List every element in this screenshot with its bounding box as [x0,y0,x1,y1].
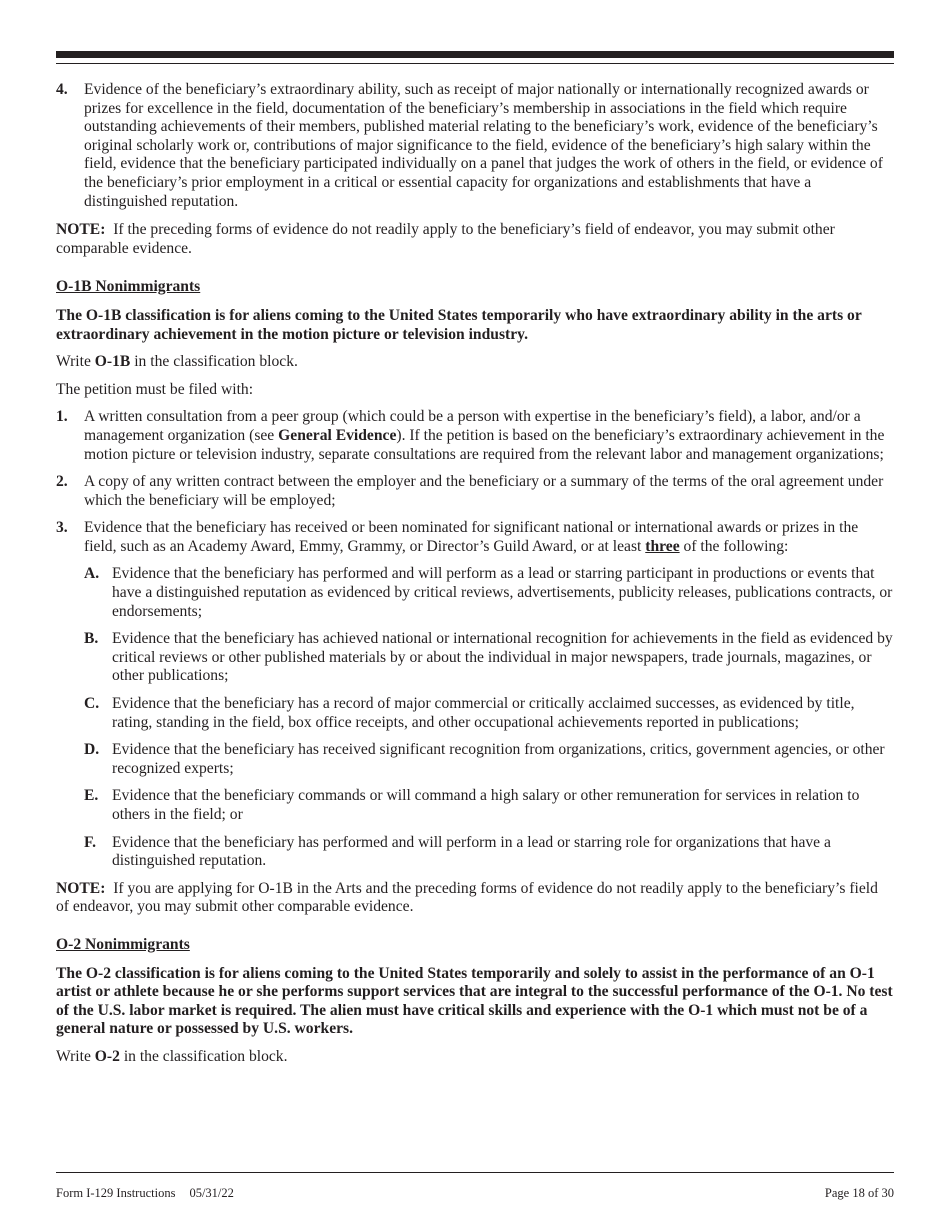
sub-item-letter: C. [84,695,100,713]
section-intro-o2: The O-2 classification is for aliens coming to the United States temporarily and solely to assist in the performance of an O-1 artist or athlete because he or she performs support services that are integral to the successful performance of the O-1. No test of the U.S. labor market is required. The alien must have critical skills and experience with the O-1 which must not be of a general nature or possessed by U.S. workers. [56,964,893,1038]
item-number: 2. [56,473,68,491]
list-item-3 [56,519,894,556]
item-text-part: ). If the petition is based on the beneficiary’s extraordinary achievement in the motion picture or television industry, separate consultations are required from the relevant labor and management organizations; [84,426,885,463]
note-label: NOTE: [56,879,106,897]
instruction-text: Write [56,1047,91,1065]
sub-item-text: Evidence that the beneficiary has received significant recognition from organizations, critics, government agencies, or other recognized experts; [112,741,885,777]
item-text-part: Evidence that the beneficiary has received or been nominated for significant national or international awards or prizes in the field, such as an Academy Award, Emmy, Grammy, or Director’s Guild Award, or at least [84,519,859,555]
sub-item-c [56,695,894,732]
list-item-4 [56,81,894,211]
footer-form-info [56,1186,234,1201]
note-text: If the preceding forms of evidence do not readily apply to the beneficiary’s field of endeavor, you may submit other comparable evidence. [56,221,835,257]
section-heading-o2: O-2 Nonimmigrants [56,935,190,953]
item-text [84,519,894,556]
header-thin-rule [56,63,894,64]
header-thick-rule [56,51,894,58]
filed-with-text: The petition must be filed with: [56,380,254,398]
section-intro-o1b: The O-1B classification is for aliens coming to the United States temporarily who have extraordinary ability in the arts or extraordinary achievement in the motion picture or television industry. [56,306,862,343]
instruction-text: Write [56,353,91,371]
footer-rule [56,1172,894,1173]
general-evidence-ref: General Evidence [278,426,397,444]
note-label: NOTE: [56,221,106,239]
item-text-part: of the following: [683,537,789,555]
sub-item-letter: A. [84,565,100,583]
sub-item-letter: F. [84,833,96,851]
classification-instruction [56,353,894,372]
form-name: Form I-129 Instructions [56,1186,176,1200]
emphasis-three: three [645,537,680,555]
sub-item-a [56,565,894,621]
classification-code: O-1B [94,353,131,371]
classification-instruction [56,1048,894,1067]
sub-item-d [56,741,894,778]
sub-item-letter: D. [84,741,100,759]
page-content [56,81,894,1067]
note-text: If you are applying for O-1B in the Arts and the preceding forms of evidence do not readily apply to the beneficiary’s field of endeavor, you may submit other comparable evidence. [56,879,878,916]
sub-item-e [56,787,894,824]
note-paragraph [56,221,894,258]
page-number: Page 18 of 30 [824,1186,894,1200]
item-text [84,408,894,464]
sub-item-text: Evidence that the beneficiary has performed and will perform in a lead or starring role for organizations that have a distinguished reputation. [112,833,831,870]
sub-item-letter: B. [84,630,99,648]
sub-item-letter: E. [84,787,99,805]
item-text-part: A written consultation from a peer group (which could be a person with expertise in the beneficiary’s field), a labor, and/or a management organization (see [84,408,861,444]
sub-item-text: Evidence that the beneficiary commands or will command a high salary or other remuneration for services in relation to others in the field; or [112,787,860,823]
list-item-2 [56,473,894,510]
sub-item-text: Evidence that the beneficiary has achieved national or international recognition for achievements in the field as evidenced by critical reviews or other published materials by or about the individual in major newspapers, trade journals, magazines, or other publications; [112,630,893,685]
item-text: Evidence of the beneficiary’s extraordinary ability, such as receipt of major nationally or internationally recognized awards or prizes for excellence in the field, documentation of the beneficiary’s membership in associations in the field which require outstanding achievements of their members, published material relating to the beneficiary’s work, evidence of the beneficiary’s original scholarly work or, contributions of major significance to the field, evidence of the beneficiary’s high salary within the field, evidence that the beneficiary participated individually on a panel that judges the work of others in the field, or evidence of the beneficiary’s prior employment in a critical or essential capacity for organizations and establishments that have a distinguished reputation. [84,81,883,210]
sub-item-f [56,834,894,871]
sub-item-text: Evidence that the beneficiary has performed and will perform as a lead or starring participant in productions or events that have a distinguished reputation as evidenced by critical reviews, advertisements, publicity releases, publications contracts, or endorsements; [112,565,893,620]
sub-item-text: Evidence that the beneficiary has a record of major commercial or critically acclaimed successes, as evidenced by title, rating, standing in the field, box office receipts, and other occupational achievements reported in publications; [112,695,855,731]
item-number: 3. [56,519,68,537]
form-date: 05/31/22 [189,1186,234,1200]
instruction-text: in the classification block. [123,1047,288,1065]
item-number: 1. [56,408,68,426]
instruction-text: in the classification block. [134,353,298,371]
section-heading-o1b: O-1B Nonimmigrants [56,278,201,296]
list-item-1 [56,408,894,464]
classification-code: O-2 [94,1047,120,1065]
sub-item-b [56,630,894,686]
item-number: 4. [56,81,68,98]
item-text: A copy of any written contract between the employer and the beneficiary or a summary of the terms of the oral agreement under which the beneficiary will be employed; [84,473,884,509]
note-paragraph [56,880,894,917]
